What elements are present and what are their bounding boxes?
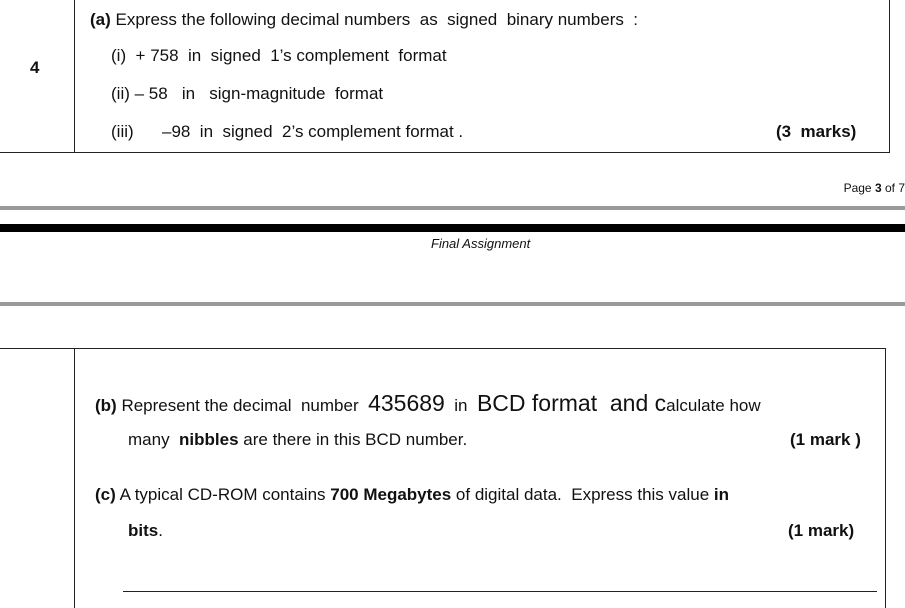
page-separator (0, 206, 905, 210)
page-number (844, 181, 905, 195)
question-b-line-1 (95, 390, 761, 417)
question-c-line-2 (128, 521, 163, 541)
answer-rule (123, 591, 877, 592)
page-total: 7 (898, 181, 905, 195)
part-b-bcd: BCD format and c (476, 390, 667, 416)
part-b-line2-start: many (128, 430, 180, 449)
part-a-label: (a) (90, 10, 111, 29)
part-c-period: . (158, 521, 163, 540)
part-c-bits: bits (128, 521, 159, 540)
header-bar (0, 224, 905, 232)
table-divider-2 (74, 348, 75, 608)
item-iii: (iii) –98 in signed 2’s complement format . (111, 122, 464, 141)
part-c-size: 700 Megabytes (330, 485, 452, 504)
part-b-line2-end: are there in this BCD number. (238, 430, 468, 449)
part-c-text-1: A typical CD-ROM contains (115, 485, 331, 504)
question-number: 4 (30, 58, 40, 77)
part-c-text-2: of digital data. Express this value (451, 485, 714, 504)
question-c-line-1 (95, 485, 729, 505)
page-of: of (881, 181, 899, 195)
part-b-label: (b) (95, 396, 117, 415)
question-continuation-table (0, 348, 886, 608)
part-b-text-2: in (444, 396, 477, 415)
part-c-in: in (713, 485, 730, 504)
part-b-number: 435689 (368, 390, 445, 416)
part-c-marks: (1 mark) (788, 521, 855, 540)
header-title: Final Assignment (431, 236, 531, 251)
part-b-text-3: alculate how (666, 396, 761, 415)
part-b-marks: (1 mark ) (790, 430, 861, 449)
part-b-text-1: Represent the decimal number (116, 396, 369, 415)
question-4a-text (90, 10, 638, 30)
marks-label: (3 marks) (776, 122, 857, 141)
page-prefix: Page (843, 181, 875, 195)
part-a-prompt: Express the following decimal numbers as signed binary numbers : (110, 10, 639, 29)
part-b-nibbles: nibbles (179, 430, 239, 449)
item-i: (i) + 758 in signed 1’s complement format (111, 46, 447, 65)
item-ii: (ii) – 58 in sign-magnitude format (111, 84, 384, 103)
question-b-line-2 (128, 430, 467, 450)
header-separator (0, 302, 905, 306)
part-c-label: (c) (95, 485, 116, 504)
page-current: 3 (874, 181, 882, 195)
table-divider (74, 0, 75, 153)
